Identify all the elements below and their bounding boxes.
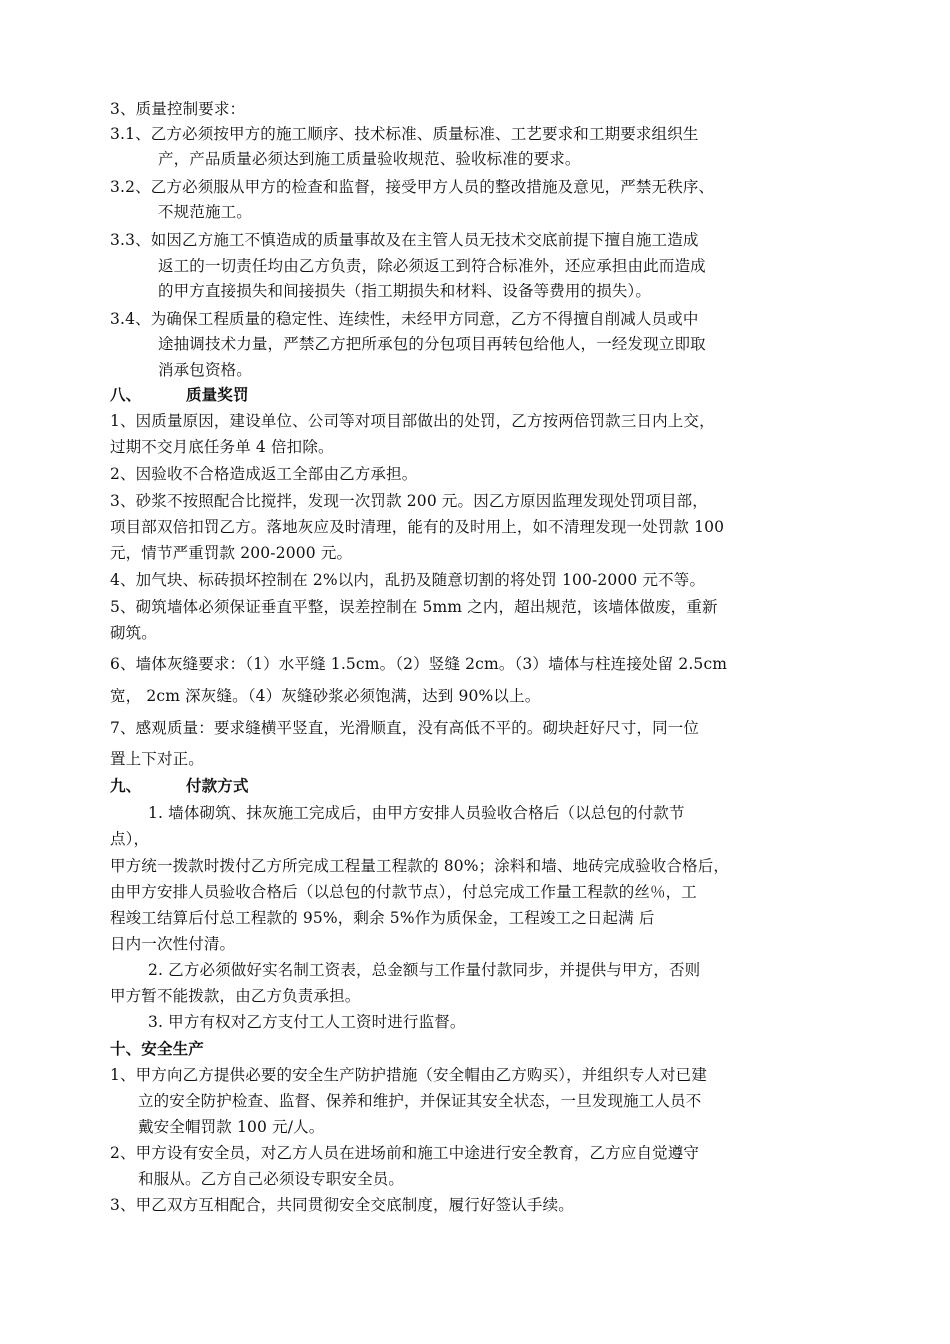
text-line: 项目部双倍扣罚乙方。落地灰应及时清理，能有的及时用上，如不清理发现一处罚款 100 — [110, 518, 725, 536]
text-line: 3.3、如因乙方施工不慎造成的质量事故及在主管人员无技术交底前提下擅自施工造成 — [110, 231, 699, 249]
text-line: 点）， — [110, 830, 150, 848]
text-line: 不规范施工。 — [158, 203, 252, 221]
section-number: 八、 — [110, 385, 142, 404]
text-line: 途抽调技术力量，严禁乙方把所承包的分包项目再转包给他人，一经发现立即取 — [158, 335, 706, 353]
text-line: 戴安全帽罚款 100 元/人。 — [138, 1118, 325, 1136]
text-line: 2、甲方设有安全员，对乙方人员在进场前和施工中途进行安全教育，乙方应自觉遵守 — [110, 1144, 700, 1162]
text-line: 3、质量控制要求： — [110, 100, 246, 118]
text-line: 立的安全防护检查、监督、保养和维护，并保证其安全状态，一旦发现施工人员不 — [138, 1092, 702, 1110]
section-number: 九、 — [110, 776, 142, 795]
text-line: 7、感观质量：要求缝横平竖直，光滑顺直，没有高低不平的。砌块赶好尺寸，同一位 — [110, 719, 700, 737]
text-line: 返工的一切责任均由乙方负责，除必须返工到符合标准外，还应承担由此而造成 — [158, 257, 706, 275]
text-line: 宽， 2cm 深灰缝。（4）灰缝砂浆必须饱满，达到 90%以上。 — [110, 687, 541, 705]
text-line: 程竣工结算后付总工程款的 95%，剩余 5%作为质保金，工程竣工之日起满 后 — [110, 909, 655, 927]
text-line: 1. 墙体砌筑、抹灰施工完成后，由甲方安排人员验收合格后（以总包的付款节 — [148, 804, 685, 822]
section-heading: 十、安全生产 — [110, 1039, 204, 1058]
text-line: 5、砌筑墙体必须保证垂直平整，误差控制在 5mm 之内，超出规范，该墙体做废，重新 — [110, 598, 718, 616]
text-line: 4、加气块、标砖损坏控制在 2%以内，乱扔及随意切割的将处罚 100-2000 元不等。 — [110, 571, 706, 589]
text-line: 3.1、乙方必须按甲方的施工顺序、技术标准、质量标准、工艺要求和工期要求组织生 — [110, 125, 699, 143]
text-line: 过期不交月底任务单 4 倍扣除。 — [110, 438, 334, 456]
text-line: 3. 甲方有权对乙方支付工人工资时进行监督。 — [148, 1013, 466, 1031]
text-line: 由甲方安排人员验收合格后（以总包的付款节点），付总完成工作量工程款的丝％，工 — [110, 883, 697, 901]
text-line: 3、甲乙双方互相配合，共同贯彻安全交底制度，履行好签认手续。 — [110, 1196, 574, 1214]
text-line: 3、砂浆不按照配合比搅拌，发现一次罚款 200 元。因乙方原因监理发现处罚项目部， — [110, 492, 708, 510]
text-line: 3.4、为确保工程质量的稳定性、连续性，未经甲方同意，乙方不得擅自削减人员或中 — [110, 310, 699, 328]
text-line: 置上下对正。 — [110, 750, 204, 768]
text-line: 和服从。乙方自己必须设专职安全员。 — [138, 1170, 405, 1188]
text-line: 甲方暂不能拨款，由乙方负责承担。 — [110, 987, 361, 1005]
text-line: 甲方统一拨款时拨付乙方所完成工程量工程款的 80%；涂料和墙、地砖完成验收合格后， — [110, 857, 730, 875]
text-line: 消承包资格。 — [158, 361, 252, 379]
section-heading: 付款方式 — [186, 776, 249, 795]
text-line: 产，产品质量必须达到施工质量验收规范、验收标准的要求。 — [158, 150, 581, 168]
text-line: 砌筑。 — [110, 624, 157, 642]
text-line: 1、因质量原因，建设单位、公司等对项目部做出的处罚，乙方按两倍罚款三日内上交， — [110, 412, 715, 430]
section-heading: 质量奖罚 — [186, 385, 249, 404]
text-line: 3.2、乙方必须服从甲方的检查和监督，接受甲方人员的整改措施及意见，严禁无秩序、 — [110, 178, 715, 196]
text-line: 的甲方直接损失和间接损失（指工期损失和材料、设备等费用的损失）。 — [158, 282, 652, 300]
text-line: 日内一次性付清。 — [110, 935, 236, 953]
text-line: 1、甲方向乙方提供必要的安全生产防护措施（安全帽由乙方购买），并组织专人对已建 — [110, 1066, 707, 1084]
text-line: 元，情节严重罚款 200-2000 元。 — [110, 544, 353, 562]
text-line: 6、墙体灰缝要求：（1）水平缝 1.5cm。（2）竖缝 2cm。（3）墙体与柱连接处留 2.5cm — [110, 655, 728, 673]
text-line: 2、因验收不合格造成返工全部由乙方承担。 — [110, 465, 418, 483]
text-line: 2. 乙方必须做好实名制工资表，总金额与工作量付款同步，并提供与甲方，否则 — [148, 961, 701, 979]
